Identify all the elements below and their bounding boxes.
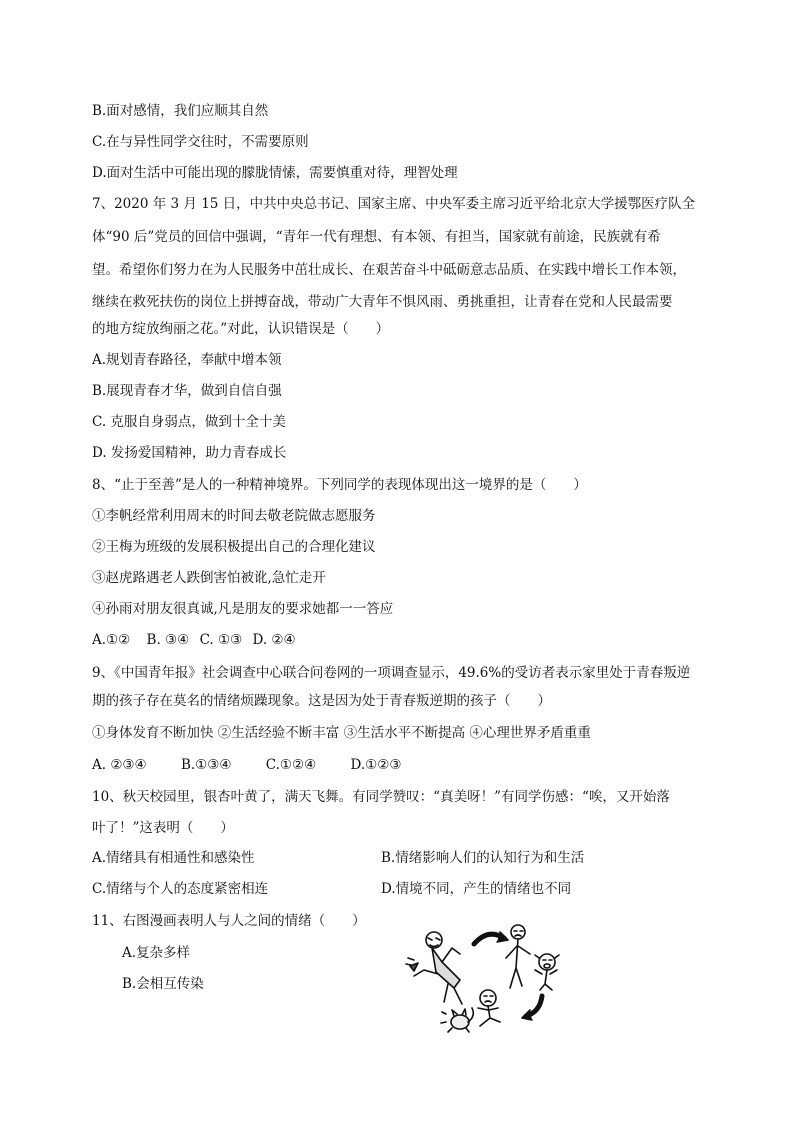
frowning-man-figure: [506, 925, 530, 988]
q8-choice-a: A.①②: [92, 632, 131, 648]
q7-option-a: A.规划青春路径，奉献中增本领: [92, 352, 282, 368]
q8-item: ③赵虎路遇老人跌倒害怕被讹,急忙走开: [92, 570, 326, 586]
q8-choice-d: D. ②④: [252, 632, 296, 648]
q8-stem: 8、“止于至善”是人的一种精神境界。下列同学的表现体现出这一境界的是（ ）: [92, 477, 587, 493]
q6-option-d: D.面对生活中可能出现的朦胧情愫，需要慎重对待，理智处理: [92, 165, 458, 181]
cat-figure: [441, 1008, 473, 1032]
q10-option-c: C.情绪与个人的态度紧密相连: [92, 881, 269, 897]
q11-option-b: B.会相互传染: [122, 976, 204, 992]
q8-choice-c: C. ①③: [199, 632, 243, 648]
q9-items: ①身体发育不断加快 ②生活经验不断丰富 ③生活水平不断提高 ④心理世界矛盾重重: [92, 725, 591, 741]
q10-stem-line: 叶了！”这表明（ ）: [92, 820, 234, 836]
q7-option-c: C. 克服自身弱点，做到十全十美: [92, 414, 286, 430]
q7-stem-line: 继续在救死扶伤的岗位上拼搏奋战，带动广大青年不惧风雨、勇挑重担，让青春在党和人民最需要: [92, 294, 673, 310]
q8-item: ②王梅为班级的发展积极提出自己的合理化建议: [92, 539, 376, 555]
q11-stem: 11、右图漫画表明人与人之间的情绪（ ）: [92, 913, 366, 929]
q10-option-d: D.情境不同，产生的情绪也不同: [381, 881, 572, 897]
q9-choice-a: A. ②③④: [92, 757, 147, 773]
q7-stem-line: 望。希望你们努力在为人民服务中茁壮成长、在艰苦奋斗中砥砺意志品质、在实践中增长工作本领，: [92, 262, 686, 278]
q6-option-b: B.面对感情，我们应顺其自然: [92, 103, 269, 119]
angry-boss-figure: [406, 932, 462, 1004]
q6-option-c: C.在与异性同学交往时，不需要原则: [92, 134, 309, 150]
q9-choices: [92, 756, 401, 774]
crying-child-figure: [535, 954, 559, 990]
q11-option-a: A.复杂多样: [122, 945, 191, 961]
q9-choice-c: C.①②④: [265, 757, 317, 773]
q9-choice-d: D.①②③: [350, 757, 402, 773]
q9-choice-b: B.①③④: [180, 757, 232, 773]
q7-stem-line: 体“90 后”党员的回信中强调，“青年一代有理想、有本领、有担当，国家就有前途，民族就有希: [92, 229, 661, 245]
q9-stem-line: 期的孩子存在莫名的情绪烦躁现象。这是因为处于青春叛逆期的孩子（ ）: [92, 693, 551, 709]
q10-stem-line: 10、秋天校园里，银杏叶黄了，满天飞舞。有同学赞叹：“真美呀！”有同学伤感：“唉，又开始落: [92, 789, 670, 805]
q7-option-b: B.展现青春才华，做到自信自强: [92, 383, 282, 399]
emotion-chain-cartoon: [402, 918, 572, 1040]
q9-stem-line: 9、《中国青年报》社会调查中心联合问卷网的一项调查显示，49.6%的受访者表示家里处于青春叛逆: [92, 665, 691, 681]
q7-stem-line: 的地方绽放绚丽之花。”对此，认识错误是（ ）: [92, 321, 390, 337]
q8-choices: [92, 631, 296, 649]
q10-option-b: B.情绪影响人们的认知行为和生活: [381, 850, 585, 866]
q10-option-a: A.情绪具有相通性和感染性: [92, 850, 255, 866]
kicking-child-figure: [478, 990, 500, 1026]
q8-item: ④孙雨对朋友很真诚,凡是朋友的要求她都一一答应: [92, 601, 394, 617]
q8-choice-b: B. ③④: [146, 632, 190, 648]
q8-item: ①李帆经常利用周末的时间去敬老院做志愿服务: [92, 508, 376, 524]
q7-stem-line: 7、2020 年 3 月 15 日，中共中央总书记、国家主席、中央军委主席习近平给北京大学援鄂医疗队全: [92, 196, 696, 212]
q7-option-d: D. 发扬爱国精神，助力青春成长: [92, 445, 287, 461]
